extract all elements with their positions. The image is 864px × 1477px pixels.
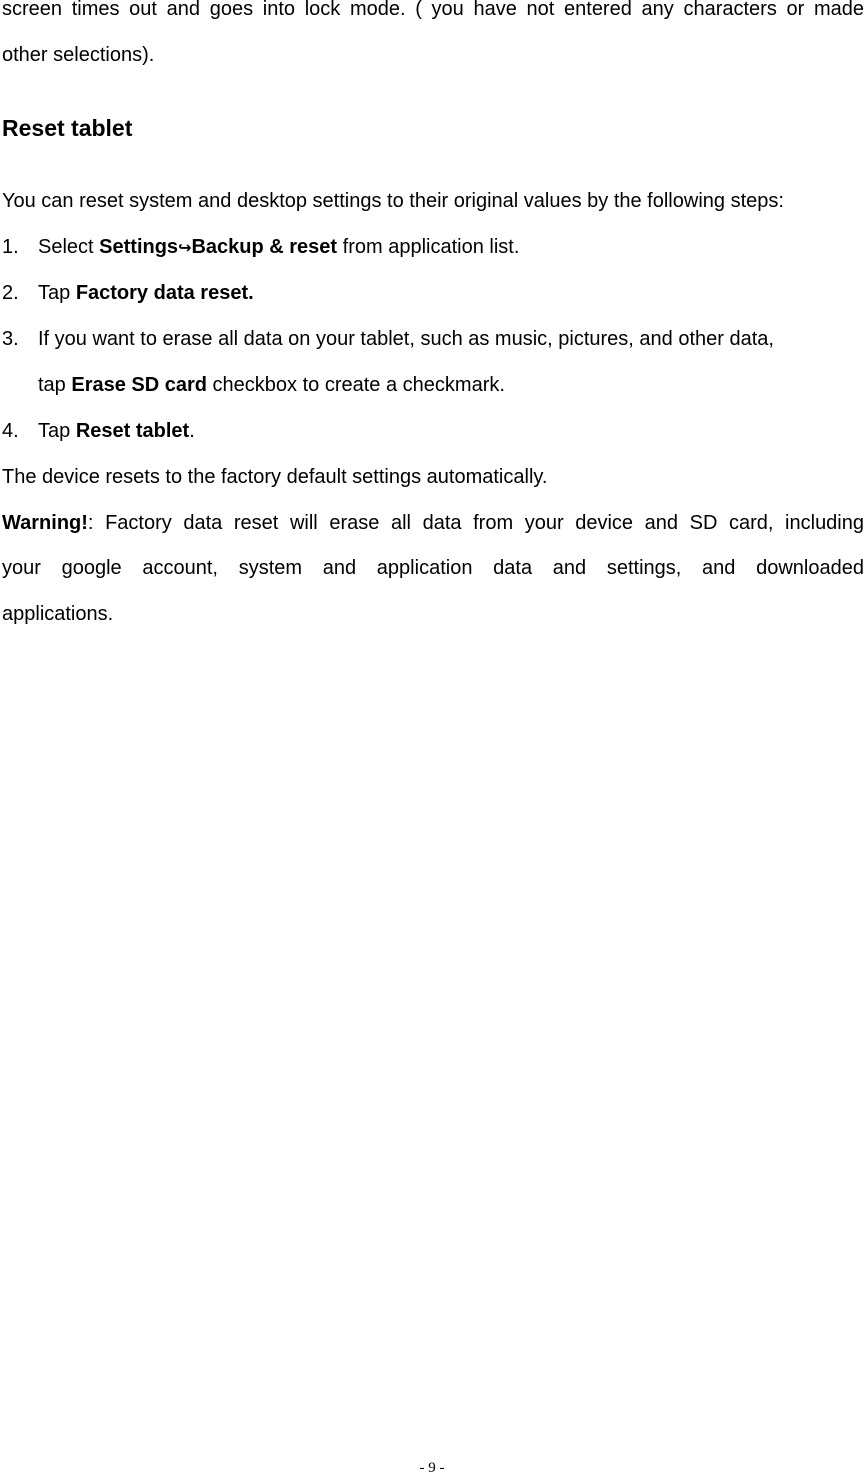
- step-number: 1.: [2, 236, 19, 258]
- step-4: [2, 419, 195, 443]
- step-text: checkbox to create a checkmark.: [207, 374, 505, 396]
- section-title: Reset tablet: [2, 115, 133, 141]
- step-text: from application list.: [337, 236, 520, 258]
- result-text: The device resets to the factory default settings automatically.: [2, 466, 548, 488]
- step-2: [2, 281, 254, 305]
- step-text: Tap: [38, 420, 76, 442]
- section-lead: You can reset system and desktop settings to their original values by the following steps:: [2, 190, 784, 212]
- arrow-right-icon: ↪: [178, 238, 192, 257]
- option-erase-sd-card: Erase SD card: [71, 374, 207, 396]
- step-number: 4.: [2, 420, 19, 442]
- step-text: Tap: [38, 282, 76, 304]
- intro-line-1: screen times out and goes into lock mode. ( you have not entered any characters or made: [2, 0, 864, 20]
- step-text: If you want to erase all data on your tablet, such as music, pictures, and other data,: [38, 328, 774, 350]
- option-reset-tablet: Reset tablet: [75, 420, 190, 442]
- page-number: - 9 -: [419, 1460, 445, 1476]
- step-text: tap: [38, 374, 72, 396]
- warning-label: Warning!: [2, 512, 88, 534]
- warning-text: : Factory data reset will erase all data from your device and SD card, including: [87, 512, 864, 534]
- intro-line-2: other selections).: [2, 44, 155, 66]
- step-text: .: [189, 420, 195, 442]
- warning-line-2: your google account, system and application data and settings, and downloaded: [2, 557, 864, 579]
- step-1: [2, 235, 519, 260]
- menu-path-settings: Settings: [99, 236, 179, 258]
- option-factory-data-reset: Factory data reset.: [75, 282, 254, 304]
- warning-line-3: applications.: [2, 603, 114, 625]
- step-number: 3.: [2, 328, 19, 350]
- warning-line-1: [2, 511, 864, 535]
- step-3: [2, 327, 864, 351]
- step-3-continued: [38, 373, 505, 397]
- step-number: 2.: [2, 282, 19, 304]
- menu-path-backup-reset: Backup & reset: [191, 236, 338, 258]
- step-text: Select: [38, 236, 100, 258]
